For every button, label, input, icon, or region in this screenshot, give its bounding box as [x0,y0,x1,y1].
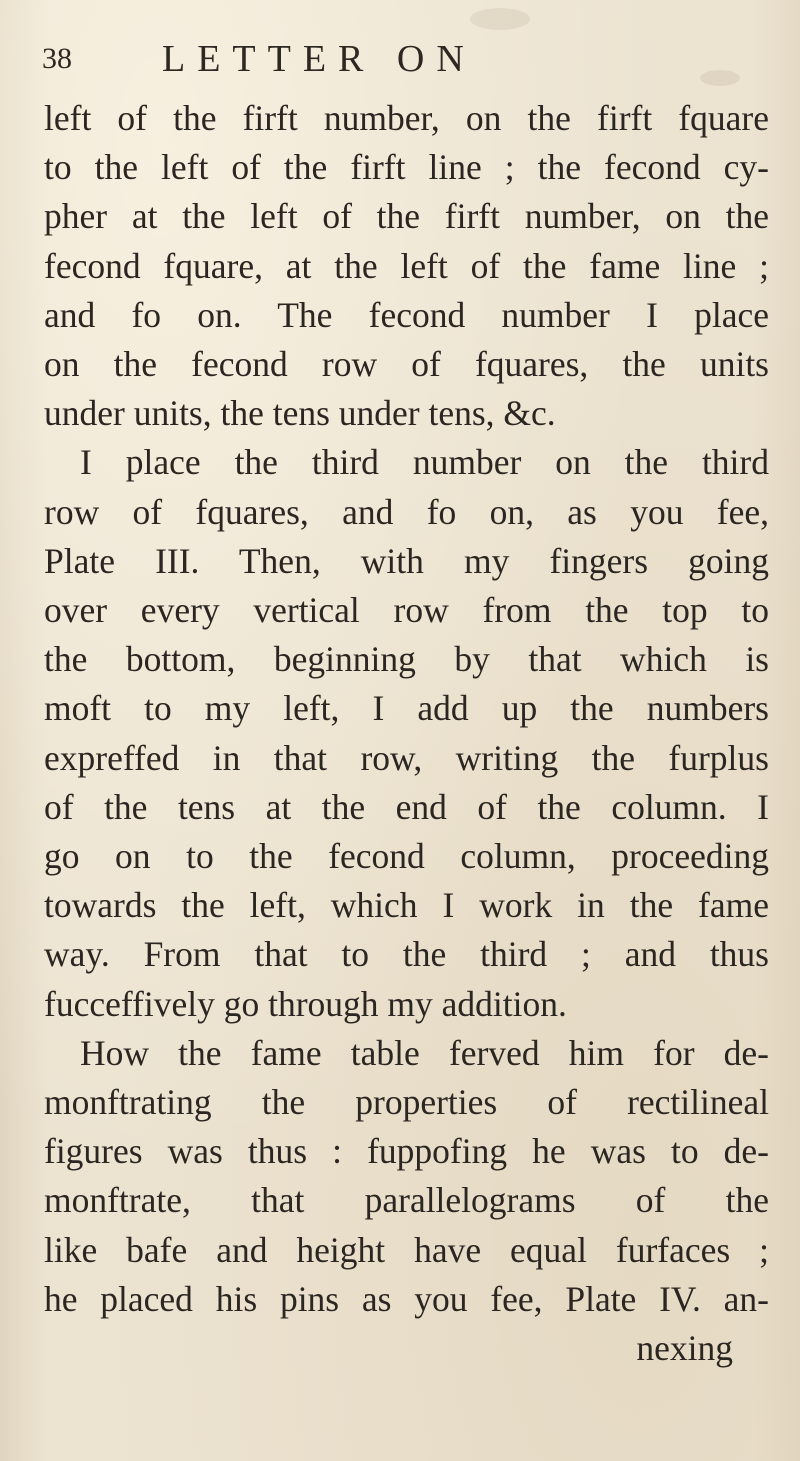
text-line: pher at the left of the firft number, on the [44,196,769,237]
text-line: figures was thus : fuppofing he was to de- [44,1131,769,1172]
text-line: Plate III. Then, with my fingers going [44,540,769,581]
text-line: expreffed in that row, writing the furplus [44,737,769,778]
text-line: row of fquares, and fo on, as you fee, [44,491,769,532]
text-line: left of the firft number, on the firft fquare [44,98,769,138]
text-line: monftrate, that parallelograms of the [44,1180,769,1221]
text-line: go on to the fecond column, proceeding [44,836,769,877]
text-line: of the tens at the end of the column. I [44,786,769,827]
running-head-title: LETTER ON [162,38,476,80]
catchword: nexing [636,1328,733,1369]
text-line: towards the left, which I work in the fame [44,885,769,926]
body-text [44,94,769,1373]
paragraph-start-line: How the fame table ferved him for de- [80,1032,769,1073]
paper-stain [470,8,530,30]
text-line: like bafe and height have equal furfaces ; [44,1229,769,1270]
text-line: to the left of the firft line ; the fecond cy- [44,147,769,188]
text-line: way. From that to the third ; and thus [44,934,769,975]
text-line: the bottom, beginning by that which is [44,639,769,680]
text-line: and fo on. The fecond number I place [44,294,769,335]
text-line: fecond fquare, at the left of the fame line ; [44,245,769,286]
text-line: on the fecond row of fquares, the units [44,344,769,385]
paragraph-start-line: I place the third number on the third [80,442,769,483]
text-line: moft to my left, I add up the numbers [44,688,769,729]
text-line: over every vertical row from the top to [44,590,769,631]
text-line: under units, the tens under tens, &c. [44,393,556,434]
text-line: he placed his pins as you fee, Plate IV. an- [44,1278,769,1319]
text-line: fucceffively go through my addition. [44,983,567,1024]
text-line: monftrating the properties of rectilineal [44,1082,769,1123]
page-number: 38 [42,42,72,75]
running-head [42,34,760,84]
